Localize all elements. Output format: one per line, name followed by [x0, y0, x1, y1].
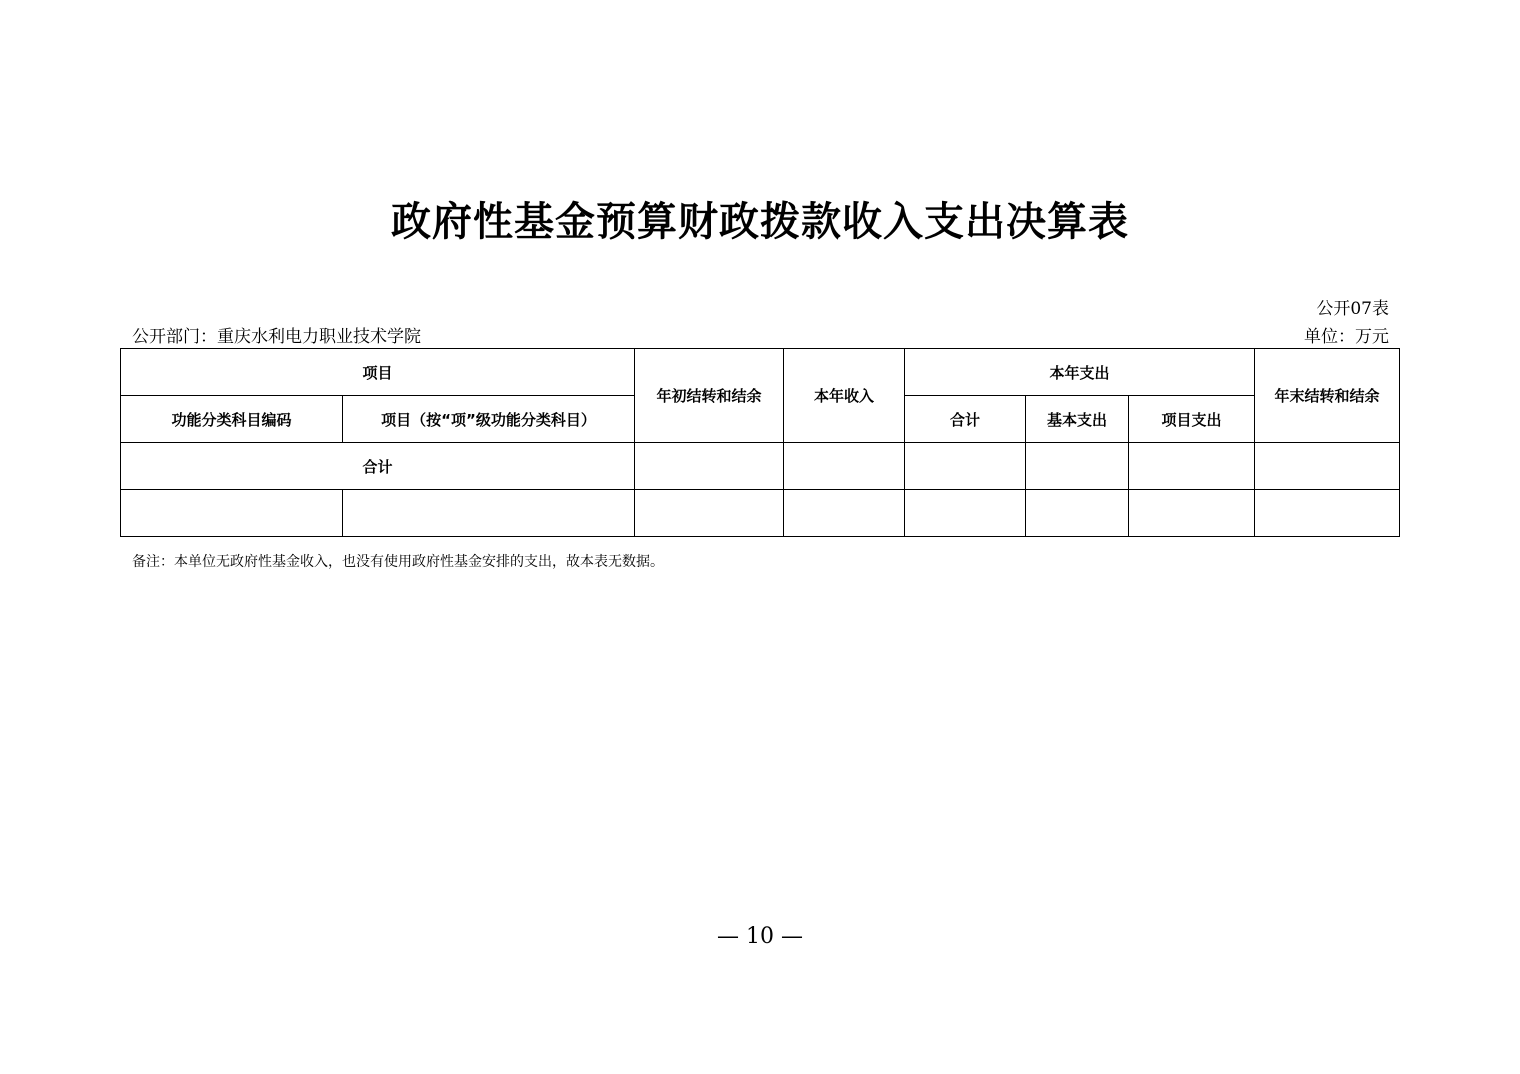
total-row	[121, 443, 1400, 490]
budget-table	[120, 348, 1400, 537]
total-cell	[784, 443, 905, 490]
header-current-expense: 本年支出	[905, 349, 1255, 396]
document-title: 政府性基金预算财政拨款收入支出决算表	[391, 198, 1129, 245]
department-label: 公开部门：重庆水利电力职业技术学院	[132, 327, 421, 347]
page-number: — 10 —	[717, 924, 803, 949]
header-function-code: 功能分类科目编码	[121, 396, 343, 443]
row-cell	[1255, 490, 1400, 537]
table-row	[121, 490, 1400, 537]
row-cell	[1129, 490, 1255, 537]
total-cell	[635, 443, 784, 490]
total-label: 合计	[121, 443, 635, 490]
unit-label: 单位：万元	[1304, 327, 1389, 347]
header-closing-balance: 年末结转和结余	[1255, 349, 1400, 443]
row-cell	[784, 490, 905, 537]
row-cell	[1026, 490, 1129, 537]
header-opening-balance: 年初结转和结余	[635, 349, 784, 443]
header-item-by-function: 项目（按“项”级功能分类科目）	[343, 396, 635, 443]
header-basic-expense: 基本支出	[1026, 396, 1129, 443]
row-cell	[905, 490, 1026, 537]
total-cell	[1255, 443, 1400, 490]
total-cell	[905, 443, 1026, 490]
table-note: 备注：本单位无政府性基金收入，也没有使用政府性基金安排的支出，故本表无数据。	[132, 554, 664, 570]
header-item: 项目	[121, 349, 635, 396]
row-item-name	[343, 490, 635, 537]
row-function-code	[121, 490, 343, 537]
header-row-1	[121, 349, 1400, 396]
form-number: 公开07表	[1316, 299, 1389, 319]
total-cell	[1026, 443, 1129, 490]
header-current-income: 本年收入	[784, 349, 905, 443]
row-cell	[635, 490, 784, 537]
header-expense-total: 合计	[905, 396, 1026, 443]
total-cell	[1129, 443, 1255, 490]
header-project-expense: 项目支出	[1129, 396, 1255, 443]
